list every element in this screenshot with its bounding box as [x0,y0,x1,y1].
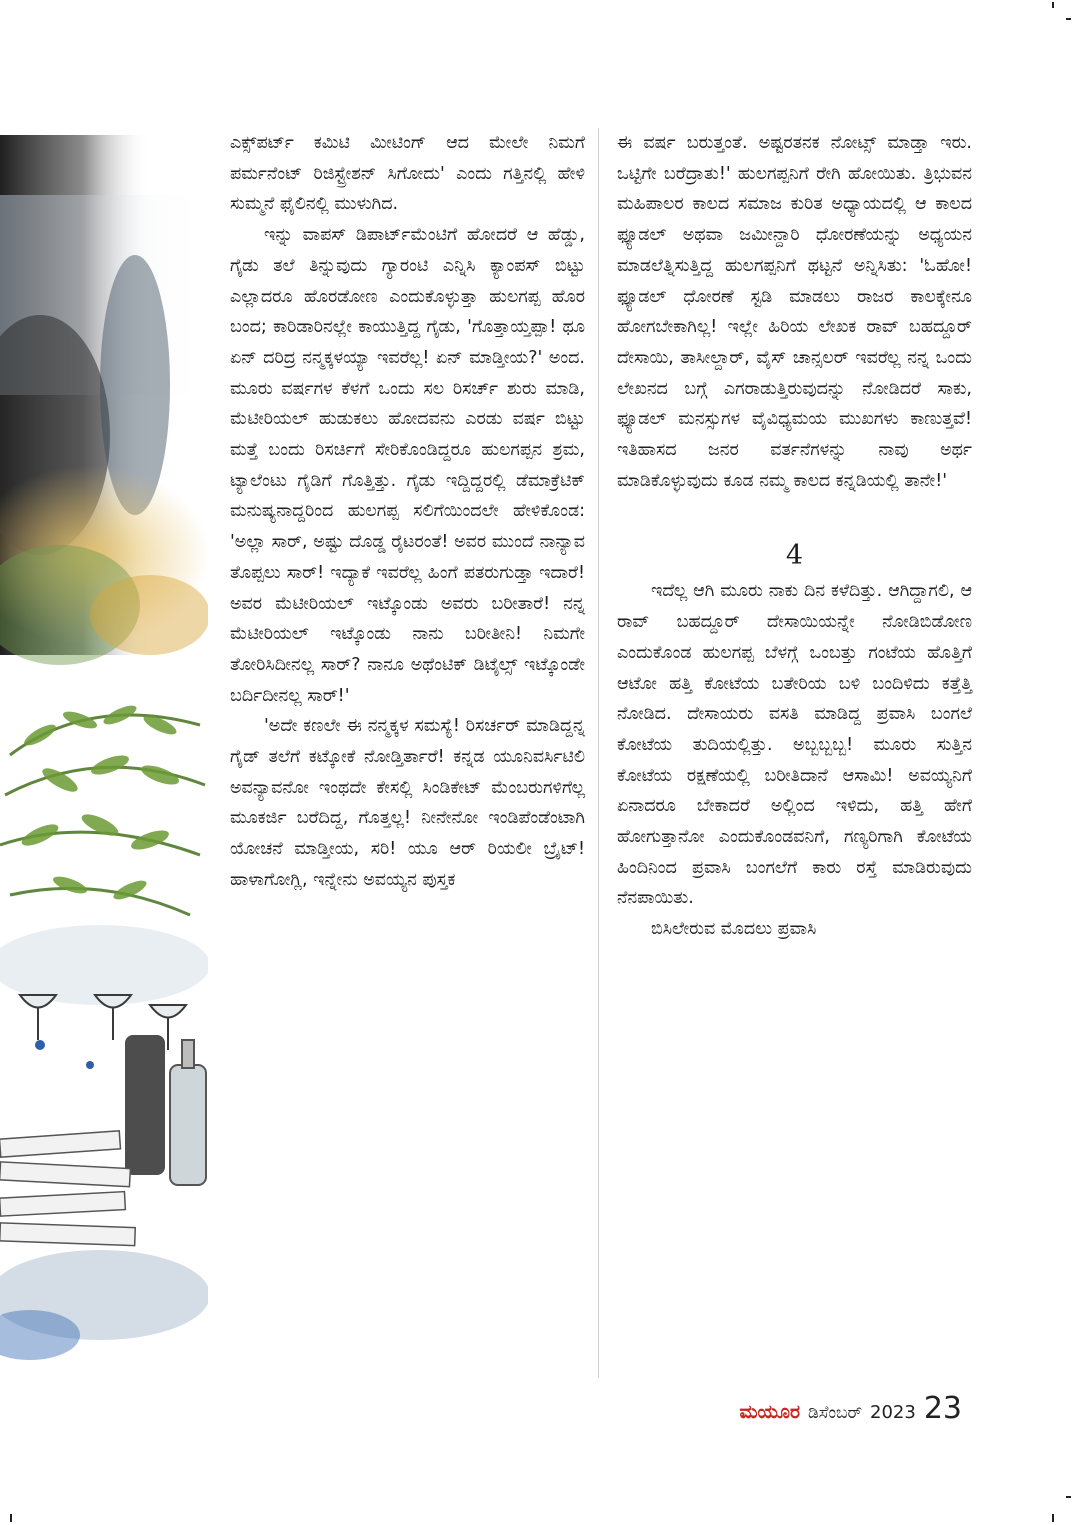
article-column-right [617,128,972,945]
page-number: 23 [923,1391,962,1426]
paragraph: 'ಅದೇ ಕಣಲೇ ಈ ನನ್ಮಕ್ಕಳ ಸಮಸ್ಯೆ! ರಿಸರ್ಚರ್ ಮಾಡಿದ್ದನ್ನ ಗೈಡ್ ತಲೆಗೆ ಕಟ್ಕೋಕೆ ನೋಡ್ತಿರ್ತಾರೆ! ಕನ್ನಡ ಯೂನಿವರ್ಸಿಟಿಲಿ ಅವನ್ಯಾವನೋ ಇಂಥದೇ ಕೇಸಲ್ಲಿ ಸಿಂಡಿಕೇಟ್ ಮೆಂಬರುಗಳಿಗೆಲ್ಲ ಮೂಕರ್ಜಿ ಬರೆದಿದ್ದ, ಗೊತ್ತಲ್ಲ! ನೀನೇನೋ ಇಂಡಿಪೆಂಡೆಂಟಾಗಿ ಯೋಚನೆ ಮಾಡ್ತೀಯ, ಸರಿ! ಯೂ ಆರ್ ರಿಯಲೀ ಬ್ರೈಟ್! ಹಾಳಾಗೋಗ್ಲಿ, ಇನ್ನೇನು ಅವಯ್ಯನ ಪುಸ್ತಕ [230,716,585,890]
issue-year: 2023 [870,1402,916,1423]
article-column-left [230,128,585,896]
paragraph: ಈ ವರ್ಷ ಬರುತ್ತಂತೆ. ಅಷ್ಟರತನಕ ನೋಟ್ಸ್ ಮಾಡ್ತಾ ಇರು. ಒಟ್ಟಿಗೇ ಬರೆದ್ರಾತು!' ಹುಲಗಪ್ಪನಿಗೆ ರೇಗಿ ಹೋಯಿತು. ತ್ರಿಭುವನ ಮಹಿಪಾಲರ ಕಾಲದ ಸಮಾಜ ಕುರಿತ ಅಧ್ಯಾಯದಲ್ಲಿ ಆ ಕಾಲದ ಫ್ಯೂಡಲ್ ಅಥವಾ ಜಮೀನ್ದಾರಿ ಧೋರಣೆಯನ್ನು ಅಧ್ಯಯನ ಮಾಡಲೆತ್ನಿಸುತ್ತಿದ್ದ ಹುಲಗಪ್ಪನಿಗೆ ಥಟ್ಟನೆ ಅನ್ನಿಸಿತು: 'ಓಹೋ! ಫ್ಯೂಡಲ್ ಧೋರಣೆ ಸ್ಟಡಿ ಮಾಡಲು ರಾಜರ ಕಾಲಕ್ಕೇನೂ ಹೋಗಬೇಕಾಗಿಲ್ಲ! ಇಲ್ಲೇ ಹಿರಿಯ ಲೇಖಕ ರಾವ್ ಬಹದ್ದೂರ್ ದೇಸಾಯಿ, ತಾಸೀಲ್ದಾರ್, ವೈಸ್ ಚಾನ್ಸಲರ್ ಇವರೆಲ್ಲ ನನ್ನ ಒಂದು ಲೇಖನದ ಬಗ್ಗೆ ಎಗರಾಡುತ್ತಿರುವುದನ್ನು ನೋಡಿದರೆ ಸಾಕು, ಫ್ಯೂಡಲ್ ಮನಸ್ಸುಗಳ ವೈವಿಧ್ಯಮಯ ಮುಖಗಳು ಕಾಣುತ್ತವೆ! ಇತಿಹಾಸದ ಜನರ ವರ್ತನೆಗಳನ್ನು ನಾವು ಅರ್ಥ ಮಾಡಿಕೊಳ್ಳುವುದು ಕೂಡ ನಮ್ಮ ಕಾಲದ ಕನ್ನಡಿಯಲ್ಲಿ ತಾನೇ!' [617,133,972,491]
story-illustration [0,135,208,1370]
paragraph: ಇನ್ನು ವಾಪಸ್ ಡಿಪಾರ್ಟ್‌ಮೆಂಟಿಗೆ ಹೋದರೆ ಆ ಹೆಡ್ಡು, ಗೈಡು ತಲೆ ತಿನ್ನುವುದು ಗ್ಯಾರಂಟಿ ಎನ್ನಿಸಿ ಕ್ಯಾಂಪಸ್ ಬಿಟ್ಟು ಎಲ್ಲಾದರೂ ಹೊರಡೋಣ ಎಂದುಕೊಳ್ಳುತ್ತಾ ಹುಲಗಪ್ಪ ಹೊರ ಬಂದ; ಕಾರಿಡಾರಿನಲ್ಲೇ ಕಾಯುತ್ತಿದ್ದ ಗೈಡು, 'ಗೊತ್ತಾಯ್ತಪ್ಪಾ! ಥೂ ಏನ್ ದರಿದ್ರ ನನ್ಮಕ್ಕಳಯ್ಯಾ ಇವರೆಲ್ಲ! ಏನ್ ಮಾಡ್ತೀಯ?' ಅಂದ. ಮೂರು ವರ್ಷಗಳ ಕೆಳಗೆ ಒಂದು ಸಲ ರಿಸರ್ಚ್ ಶುರು ಮಾಡಿ, ಮೆಟೀರಿಯಲ್ ಹುಡುಕಲು ಹೋದವನು ಎರಡು ವರ್ಷ ಬಿಟ್ಟು ಮತ್ತೆ ಬಂದು ರಿಸರ್ಚಿಗೆ ಸೇರಿಕೊಂಡಿದ್ದರೂ ಹುಲಗಪ್ಪನ ಶ್ರಮ, ಟ್ಯಾಲೆಂಟು ಗೈಡಿಗೆ ಗೊತ್ತಿತ್ತು. ಗೈಡು ಇದ್ದಿದ್ದರಲ್ಲಿ ಡೆಮಾಕ್ರೆಟಿಕ್ ಮನುಷ್ಯನಾದ್ದರಿಂದ ಹುಲಗಪ್ಪ ಸಲಿಗೆಯಿಂದಲೇ ಹೇಳಿಕೊಂಡ: 'ಅಲ್ಲಾ ಸಾರ್, ಅಷ್ಟು ದೊಡ್ಡ ರೈಟರಂತೆ! ಅವರ ಮುಂದೆ ನಾನ್ಯಾವ ತೊಪ್ಪಲು ಸಾರ್! ಇದ್ಯಾಕೆ ಇವರೆಲ್ಲ ಹಿಂಗೆ ಪತರುಗುಡ್ತಾ ಇದಾರೆ! ಅವರ ಮೆಟೀರಿಯಲ್ ಇಟ್ಕೊಂಡು ಅವರು ಬರೀತಾರೆ! ನನ್ನ ಮೆಟೀರಿಯಲ್ ಇಟ್ಕೊಂಡು ನಾನು ಬರೀತೀನಿ! ನಿಮಗೇ ತೋರಿಸಿದೀನಲ್ಲ ಸಾರ್? ನಾನೂ ಅಥೆಂಟಿಕ್ ಡಿಟೈಲ್ಸ್ ಇಟ್ಕೊಂಡೇ ಬರ್ದಿದೀನಲ್ಲ ಸಾರ್!' [230,225,585,706]
crop-mark [1066,18,1071,20]
page-footer [739,1391,962,1426]
paragraph: ಎಕ್ಸ್‌ಪರ್ಟ್ ಕಮಿಟಿ ಮೀಟಿಂಗ್ ಆದ ಮೇಲೇ ನಿಮಗೆ ಪರ್ಮನೆಂಟ್ ರಿಜಿಸ್ಟ್ರೇಶನ್ ಸಿಗೋದು' ಎಂದು ಗತ್ತಿನಲ್ಲಿ ಹೇಳಿ ಸುಮ್ಮನೆ ಫೈಲಿನಲ್ಲಿ ಮುಳುಗಿದ. [230,133,585,215]
paragraph: ಇದೆಲ್ಲ ಆಗಿ ಮೂರು ನಾಕು ದಿನ ಕಳೆದಿತ್ತು. ಆಗಿದ್ದಾಗಲಿ, ಆ ರಾವ್ ಬಹದ್ದೂರ್ ದೇಸಾಯಿಯನ್ನೇ ನೋಡಿಬಿಡೋಣ ಎಂದುಕೊಂಡ ಹುಲಗಪ್ಪ ಬೆಳಗ್ಗೆ ಒಂಬತ್ತು ಗಂಟೆಯ ಹೊತ್ತಿಗೆ ಆಟೋ ಹತ್ತಿ ಕೋಟೆಯ ಬತೇರಿಯ ಬಳಿ ಬಂದಿಳಿದು ಕತ್ತೆತ್ತಿ ನೋಡಿದ. ದೇಸಾಯರು ವಸತಿ ಮಾಡಿದ್ದ ಪ್ರವಾಸಿ ಬಂಗಲೆ ಕೋಟೆಯ ತುದಿಯಲ್ಲಿತ್ತು. ಅಬ್ಬಬ್ಬಬ್ಬ! ಮೂರು ಸುತ್ತಿನ ಕೋಟೆಯ ರಕ್ಷಣೆಯಲ್ಲಿ ಬರೀತಿದಾನೆ ಆಸಾಮಿ! ಅವಯ್ಯನಿಗೆ ಏನಾದರೂ ಬೇಕಾದರೆ ಅಲ್ಲಿಂದ ಇಳಿದು, ಹತ್ತಿ ಹೇಗೆ ಹೋಗುತ್ತಾನೋ ಎಂದುಕೊಂಡವನಿಗೆ, ಗಣ್ಯರಿಗಾಗಿ ಕೋಟೆಯ ಹಿಂದಿನಿಂದ ಪ್ರವಾಸಿ ಬಂಗಲೆಗೆ ಕಾರು ರಸ್ತೆ ಮಾಡಿರುವುದು ನೆನಪಾಯಿತು. [617,581,972,909]
issue-month: ಡಿಸೆಂಬರ್ [808,1403,862,1423]
paragraph: ಬಿಸಿಲೇರುವ ಮೊದಲು ಪ್ರವಾಸಿ [651,919,817,940]
crop-mark [10,1514,12,1522]
crop-mark [1066,1496,1071,1498]
column-divider [598,128,599,1378]
section-number: 4 [785,540,804,572]
crop-mark [1052,1514,1054,1522]
crop-mark [1052,2,1054,8]
magazine-logo: ಮಯೂರ [739,1401,801,1423]
